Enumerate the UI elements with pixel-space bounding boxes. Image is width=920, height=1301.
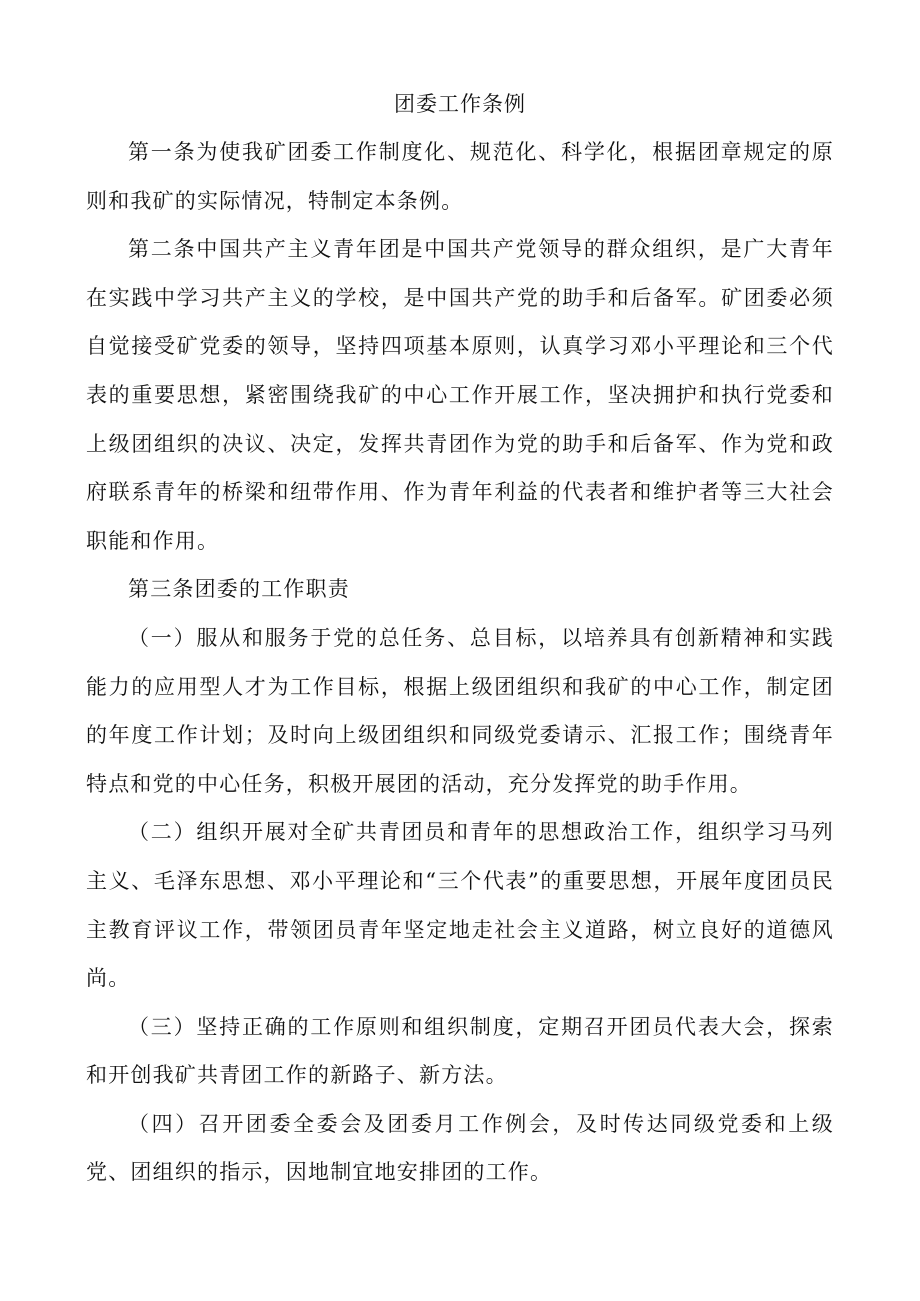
duty-1-paragraph: （一）服从和服务于党的总任务、总目标，以培养具有创新精神和实践能力的应用型人才为工作目标，根据上级团组织和我矿的中心工作，制定团的年度工作计划；及时向上级团组织和同级党委请示、汇报工作；围绕青年特点和党的中心任务，积极开展团的活动，充分发挥党的助手作用。	[86, 625, 834, 796]
duty-4-paragraph: （四）召开团委全委会及团委月工作例会，及时传达同级党委和上级党、团组织的指示，因地制宜地安排团的工作。	[86, 1111, 834, 1185]
document-title: 团委工作条例	[394, 92, 526, 116]
article-1-paragraph: 第一条为使我矿团委工作制度化、规范化、科学化，根据团章规定的原则和我矿的实际情况，特制定本条例。	[86, 140, 834, 213]
duty-2-paragraph: （二）组织开展对全矿共青团员和青年的思想政治工作，组织学习马列主义、毛泽东思想、邓小平理论和“三个代表”的重要思想，开展年度团员民主教育评议工作，带领团员青年坚定地走社会主义道路，树立良好的道德风尚。	[86, 820, 834, 991]
article-2-paragraph: 第二条中国共产主义青年团是中国共产党领导的群众组织，是广大青年在实践中学习共产主义的学校，是中国共产党的助手和后备军。矿团委必须自觉接受矿党委的领导，坚持四项基本原则，认真学习邓小平理论和三个代表的重要思想，紧密围绕我矿的中心工作开展工作，坚决拥护和执行党委和上级团组织的决议、决定，发挥共青团作为党的助手和后备军、作为党和政府联系青年的桥梁和纽带作用、作为青年利益的代表者和维护者等三大社会职能和作用。	[86, 237, 834, 553]
article-3-heading: 第三条团委的工作职责	[128, 577, 350, 602]
duty-3-paragraph: （三）坚持正确的工作原则和组织制度，定期召开团员代表大会，探索和开创我矿共青团工作的新路子、新方法。	[86, 1014, 834, 1088]
